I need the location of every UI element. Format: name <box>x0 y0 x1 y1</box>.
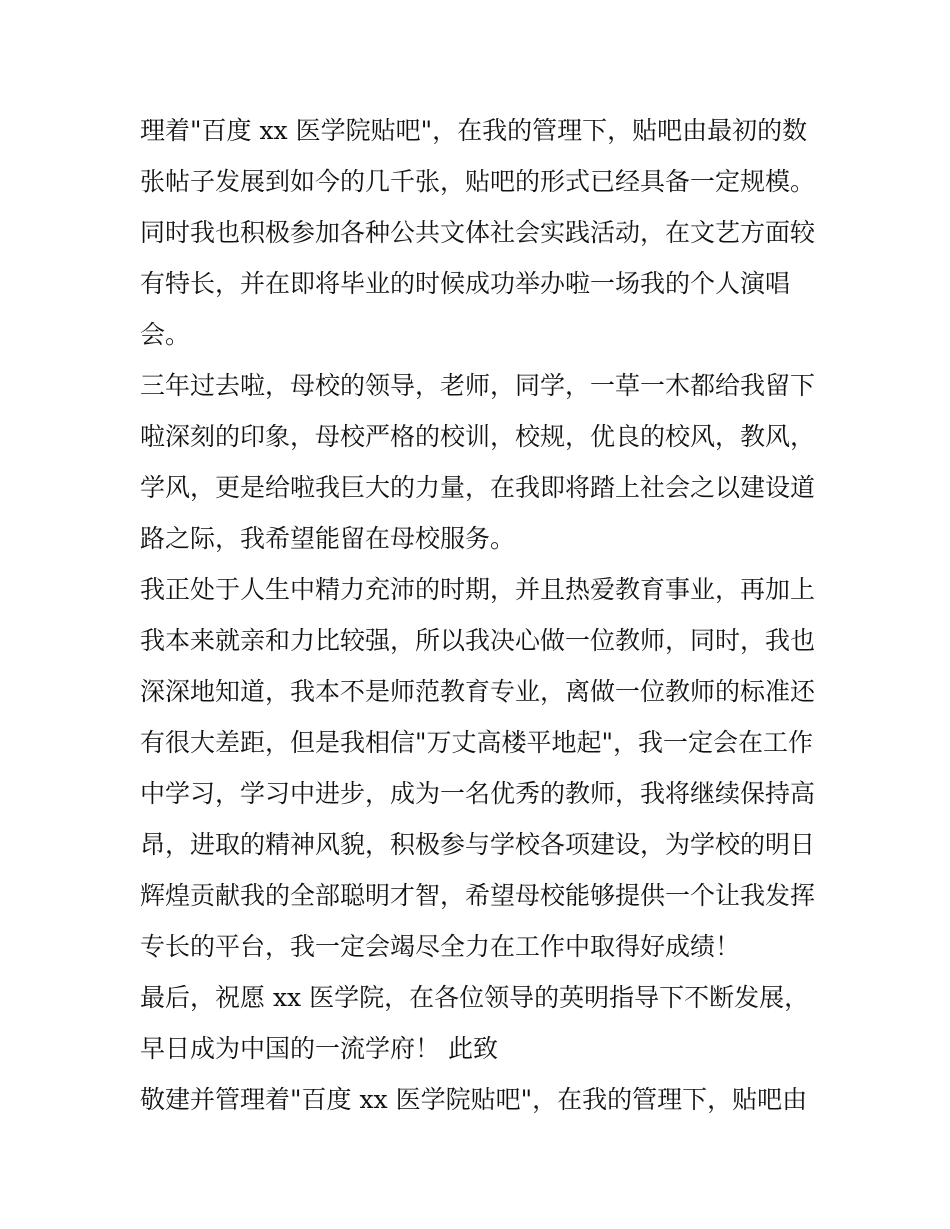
text-line-6: 三年过去啦，母校的领导，老师，同学，一草一木都给我留下 <box>140 371 816 400</box>
body-text <box>140 105 820 1125</box>
text-line-4: 有特长，并在即将毕业的时候成功举办啦一场我的个人演唱 <box>140 269 791 298</box>
text-line-9: 路之际，我希望能留在母校服务。 <box>140 524 516 553</box>
text-line-14: 中学习，学习中进步，成为一名优秀的教师，我将继续保持高 <box>140 779 816 808</box>
text-line-1: 理着"百度 xx 医学院贴吧"，在我的管理下，贴吧由最初的数 <box>140 116 808 145</box>
text-line-17: 专长的平台，我一定会竭尽全力在工作中取得好成绩！ <box>140 932 741 961</box>
text-line-7: 啦深刻的印象，母校严格的校训，校规，优良的校风，教风， <box>140 422 816 451</box>
text-line-11: 我本来就亲和力比较强，所以我决心做一位教师，同时，我也 <box>140 626 816 655</box>
text-line-18: 最后，祝愿 xx 医学院，在各位领导的英明指导下不断发展， <box>140 983 810 1012</box>
text-line-10: 我正处于人生中精力充沛的时期，并且热爱教育事业，再加上 <box>140 575 816 604</box>
text-line-8: 学风，更是给啦我巨大的力量，在我即将踏上社会之以建设道 <box>140 473 816 502</box>
text-line-12: 深深地知道，我本不是师范教育专业，离做一位教师的标准还 <box>140 677 816 706</box>
text-line-19: 早日成为中国的一流学府！ 此致 <box>140 1034 498 1063</box>
text-line-3: 同时我也积极参加各种公共文体社会实践活动，在文艺方面较 <box>140 218 816 247</box>
text-line-2: 张帖子发展到如今的几千张，贴吧的形式已经具备一定规模。 <box>140 167 816 196</box>
text-line-16: 辉煌贡献我的全部聪明才智，希望母校能够提供一个让我发挥 <box>140 881 816 910</box>
text-line-20: 敬建并管理着"百度 xx 医学院贴吧"，在我的管理下，贴吧由 <box>140 1085 808 1114</box>
text-line-5: 会。 <box>140 320 191 349</box>
text-line-15: 昂，进取的精神风貌，积极参与学校各项建设，为学校的明日 <box>140 830 816 859</box>
text-line-13: 有很大差距，但是我相信"万丈高楼平地起"，我一定会在工作 <box>140 728 814 757</box>
